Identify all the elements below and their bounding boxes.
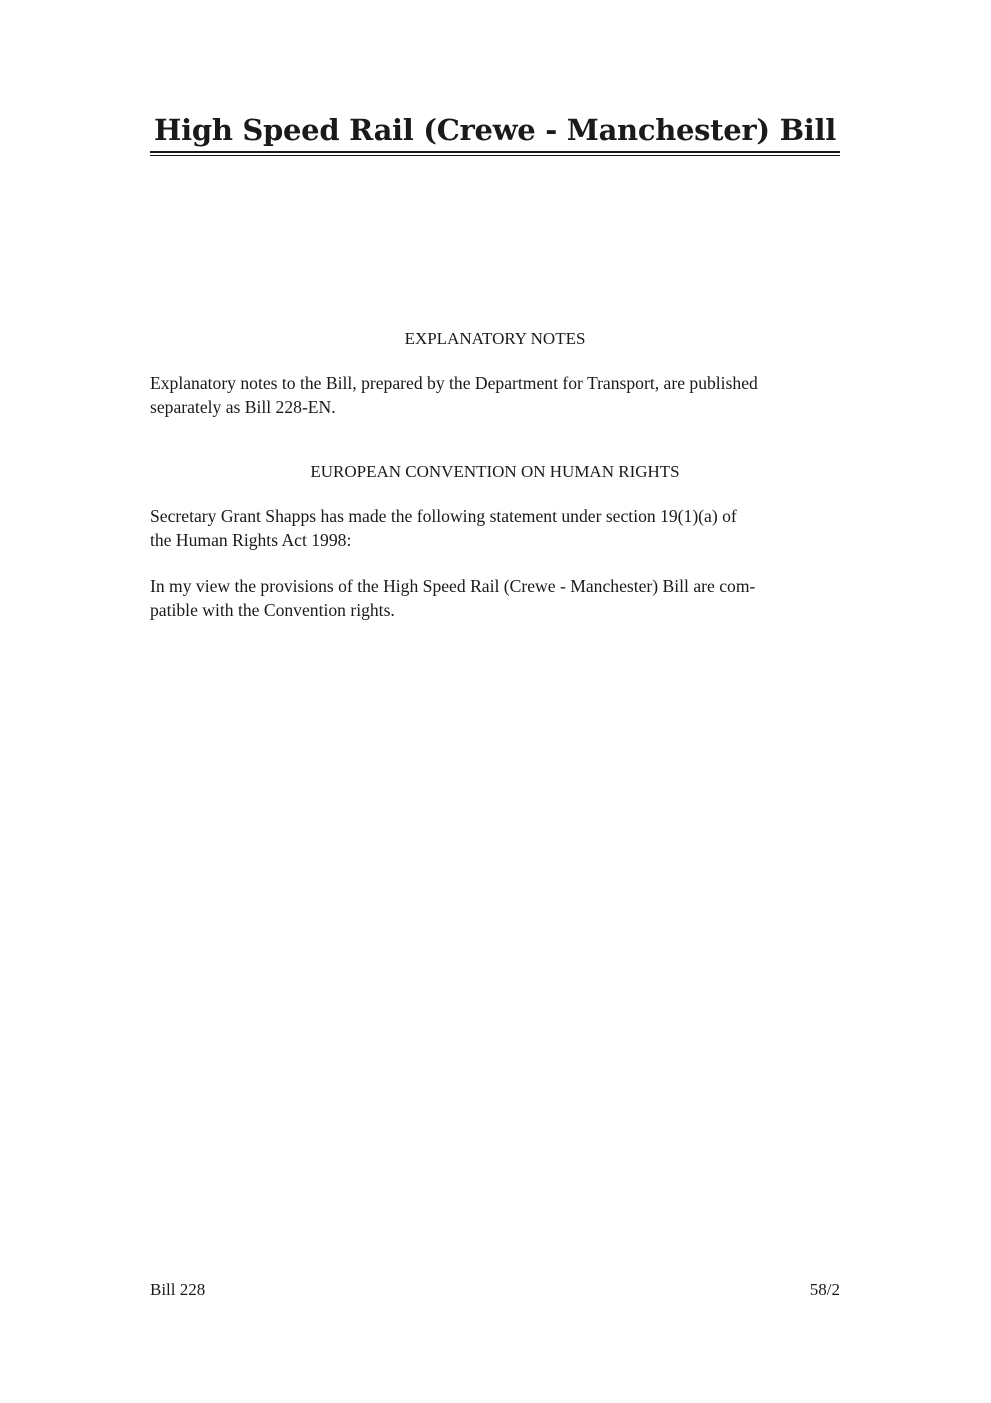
title-rule-thick	[150, 151, 840, 153]
explanatory-notes-paragraph	[150, 371, 840, 419]
section-heading-explanatory-notes: EXPLANATORY NOTES	[404, 329, 586, 348]
document-title: High Speed Rail (Crewe - Manchester) Bill	[154, 113, 836, 147]
text-line: patible with the Convention rights.	[150, 600, 395, 620]
footer-bill-number: Bill 228	[150, 1280, 206, 1299]
text-line: separately as Bill 228-EN.	[150, 397, 336, 417]
echr-statement-paragraph	[150, 504, 840, 552]
text-line: In my view the provisions of the High Speed Rail (Crewe - Manchester) Bill are com-	[150, 576, 756, 596]
text-line: Explanatory notes to the Bill, prepared by the Department for Transport, are published	[150, 373, 758, 393]
footer-page-reference: 58/2	[809, 1280, 840, 1299]
section-heading-echr: EUROPEAN CONVENTION ON HUMAN RIGHTS	[310, 462, 680, 481]
title-rule-thin	[150, 155, 840, 156]
text-line: Secretary Grant Shapps has made the following statement under section 19(1)(a) of	[150, 506, 737, 526]
text-line: the Human Rights Act 1998:	[150, 530, 352, 550]
echr-compatibility-paragraph	[150, 574, 840, 622]
